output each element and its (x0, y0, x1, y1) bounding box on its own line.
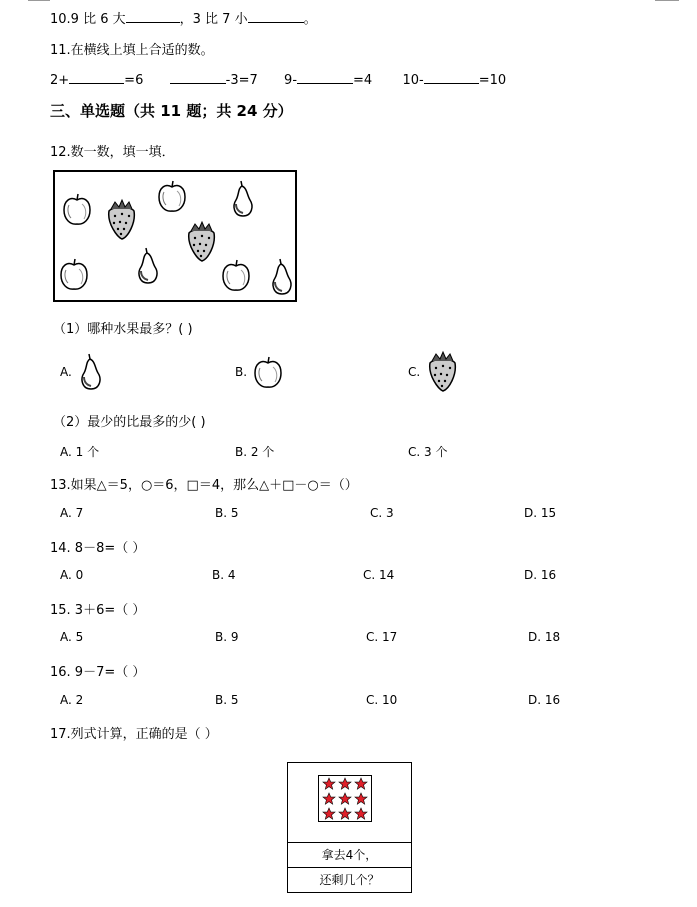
option-a[interactable]: A. 1 个 (60, 445, 100, 459)
option-b[interactable]: B. 2 个 (235, 445, 275, 459)
answer-blank[interactable] (424, 71, 479, 84)
question-14: 14. 8－8=（ ） (50, 541, 146, 556)
option-b[interactable]: B. (235, 365, 248, 379)
apple-icon (62, 193, 92, 227)
question-16: 16. 9－7=（ ） (50, 665, 146, 680)
question-11: 11.在横线上填上合适的数。 (50, 43, 214, 58)
q11-equations: 2+ =6 -3=7 9- =4 10- =10 (50, 73, 507, 88)
option-a[interactable]: A. 0 (60, 568, 84, 582)
option-c[interactable]: C. 14 (363, 568, 395, 582)
question-10: 10.9 比 6 大 ，3 比 7 小 。 (50, 12, 317, 27)
strawberry-icon (105, 197, 137, 241)
option-c[interactable]: C. 3 (370, 506, 394, 520)
fruit-picture-box (53, 170, 297, 302)
star-icons (319, 776, 371, 821)
option-b[interactable]: B. 5 (215, 693, 239, 707)
pear-icon (268, 258, 296, 296)
top-rule-right (655, 0, 679, 1)
answer-blank[interactable] (170, 71, 226, 84)
option-b[interactable]: B. 5 (215, 506, 239, 520)
option-c[interactable]: C. 10 (366, 693, 398, 707)
top-rule-left (28, 0, 50, 1)
question-17: 17.列式计算，正确的是（ ） (50, 727, 218, 742)
option-d[interactable]: D. 18 (528, 630, 561, 644)
question-12: 12.数一数，填一填． (50, 145, 175, 160)
q17-row-remain: 还剩几个？ (288, 867, 411, 892)
apple-icon (59, 258, 89, 292)
strawberry-icon (426, 349, 458, 393)
option-a[interactable]: A. 5 (60, 630, 84, 644)
option-a[interactable]: A. (60, 365, 72, 379)
q17-row-take: 拿去4个， (288, 842, 411, 867)
star-grid (318, 775, 372, 822)
pear-icon (229, 180, 257, 218)
q12-sub1: （1）哪种水果最多？( ) (53, 322, 193, 337)
answer-blank[interactable] (297, 71, 353, 84)
strawberry-icon (185, 219, 217, 263)
question-15: 15. 3＋6=（ ） (50, 603, 146, 618)
answer-blank[interactable] (126, 10, 180, 23)
pear-icon (77, 353, 105, 391)
q12-sub2: （2）最少的比最多的少( ) (53, 415, 206, 430)
apple-icon (157, 180, 187, 214)
option-d[interactable]: D. 16 (528, 693, 561, 707)
option-d[interactable]: D. 15 (524, 506, 557, 520)
option-a[interactable]: A. 2 (60, 693, 84, 707)
answer-blank[interactable] (69, 71, 124, 84)
question-13: 13.如果△＝5，○＝6，□＝4，那么△＋□－○＝（） (50, 478, 358, 493)
option-c[interactable]: C. 17 (366, 630, 398, 644)
option-b[interactable]: B. 4 (212, 568, 236, 582)
option-c[interactable]: C. (408, 365, 421, 379)
option-c[interactable]: C. 3 个 (408, 445, 448, 459)
option-a[interactable]: A. 7 (60, 506, 84, 520)
apple-icon (253, 356, 283, 390)
pear-icon (134, 247, 162, 285)
section-heading: 三、单选题（共 11 题；共 24 分） (50, 102, 293, 120)
apple-icon (221, 259, 251, 293)
option-d[interactable]: D. 16 (524, 568, 557, 582)
option-b[interactable]: B. 9 (215, 630, 239, 644)
answer-blank[interactable] (248, 10, 304, 23)
